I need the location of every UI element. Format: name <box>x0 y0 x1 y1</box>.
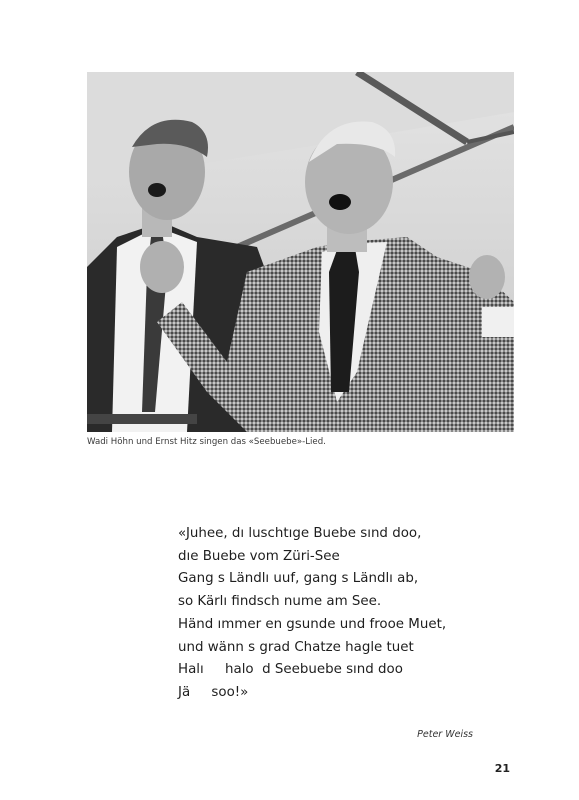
poem-line: so Kärlı findsch nume am See. <box>178 594 382 610</box>
poem-author: Peter Weiss <box>417 729 473 740</box>
poem-line: und wänn s grad Chatze hagle tuet <box>178 639 414 655</box>
poem-line: «Juhee, dı luschtıge Buebe sınd doo, <box>178 526 422 541</box>
page-number: 21 <box>494 762 510 775</box>
photo-caption: Wadi Höhn und Ernst Hitz singen das «Seebuebe»-Lied. <box>87 437 326 447</box>
poem-line: Gang s Ländlı uuf, gang s Ländlı ab, <box>178 571 419 587</box>
poem-line: dıe Buebe vom Züri-See <box>178 548 340 564</box>
poem <box>178 523 498 705</box>
poem-line: Halı halo d Seebuebe sınd doo <box>178 662 403 678</box>
poem-line: Jä soo!» <box>178 684 249 700</box>
poem-line: Händ ımmer en gsunde und frooe Muet, <box>178 616 447 632</box>
singers-photo <box>87 72 514 432</box>
